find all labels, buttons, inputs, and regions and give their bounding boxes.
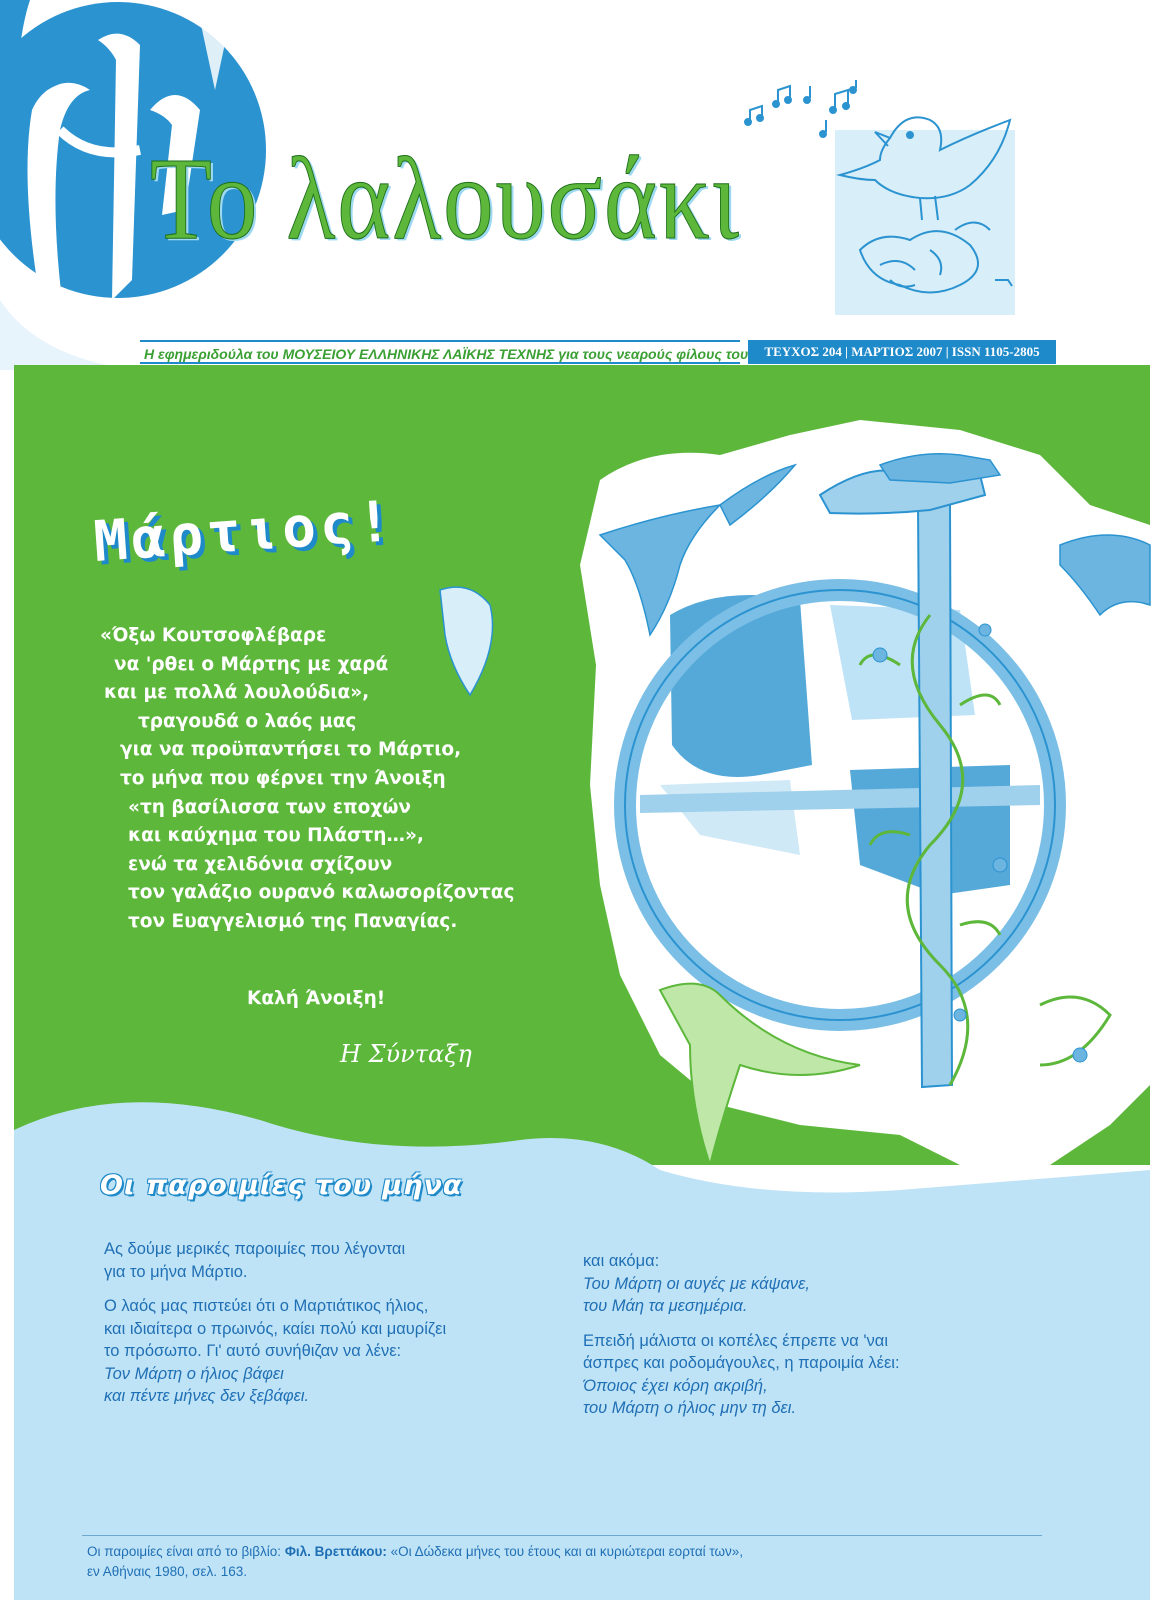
poem-line: το μήνα που φέρνει την Άνοιξη (120, 767, 446, 789)
source-author: Φιλ. Βρεττάκου: (284, 1544, 387, 1559)
poem-line: «Όξω Κουτσοφλέβαρε (100, 625, 327, 646)
poem-line: και καύχημα του Πλάστη…», (128, 825, 424, 847)
proverb-line: Όποιος έχει κόρη ακριβή, (583, 1376, 768, 1395)
poem-line: για να προϋπαντήσει το Μάρτιο, (120, 739, 462, 761)
source-prefix: Οι παροιμίες είναι από το βιβλίο: (87, 1544, 285, 1559)
proverbs-heading: Οι παροιμίες του μήνα (100, 1170, 463, 1201)
issue-info-badge: ΤΕΥΧΟΣ 204 | ΜΑΡΤΙΟΣ 2007 | ISSN 1105-2805 (748, 340, 1056, 364)
source-note (87, 1542, 1047, 1582)
poem-line: τραγουδά ο λαός μας (138, 710, 357, 732)
text-line: Ο λαός μας πιστεύει ότι ο Μαρτιάτικος ήλιος, (104, 1297, 429, 1315)
poem-line: τον Ευαγγελισμό της Παναγίας. (128, 910, 458, 932)
source-publication: εν Αθήναις 1980, σελ. 163. (87, 1564, 248, 1579)
source-title: «Οι Δώδεκα μήνες του έτους και αι κυριώτεραι εορταί των», (386, 1544, 744, 1559)
text-line: το πρόσωπο. Γι' αυτό συνήθιζαν να λένε: (104, 1342, 402, 1360)
text-line: και ακόμα: (583, 1252, 660, 1270)
signature: Η Σύνταξη (340, 1040, 472, 1068)
masthead (0, 0, 1172, 370)
poem-line: να 'ρθει ο Μάρτης με χαρά (114, 653, 389, 675)
proverbs-right-column (583, 1250, 1043, 1420)
proverb-line: Του Μάρτη οι αυγές με κάψανε, (583, 1274, 810, 1293)
proverb-line: και πέντε μήνες δεν ξεβάφει. (104, 1387, 310, 1405)
text-line: και ιδιαίτερα ο πρωινός, καίει πολύ και μαυρίζει (104, 1319, 447, 1338)
proverb-line: Τον Μάρτη ο ήλιος βάφει (104, 1364, 284, 1383)
singing-bird-illustration (740, 80, 1040, 320)
text-line: Ας δούμε μερικές παροιμίες που λέγονται (104, 1240, 406, 1258)
poem-line: και με πολλά λουλούδια», (104, 682, 370, 704)
poem-line: ενώ τα χελιδόνια σχίζουν (128, 853, 393, 875)
text-line: για το μήνα Μάρτιο. (104, 1262, 248, 1281)
proverb-line: του Μάρτη ο ήλιος μην τη δει. (583, 1399, 797, 1417)
text-line: άσπρες και ροδομάγουλες, η παροιμία λέει: (583, 1354, 900, 1372)
proverbs-left-column (104, 1238, 564, 1408)
intro-poem (100, 622, 530, 937)
footer-divider (82, 1535, 1042, 1536)
poem-line: «τη βασίλισσα των εποχών (128, 796, 412, 818)
masthead-subtitle: Η εφημεριδούλα του ΜΟΥΣΕΙΟΥ ΕΛΛΗΝΙΚΗΣ ΛΑΪΚΗΣ ΤΕΧΝΗΣ για τους νεαρούς φίλους του (140, 340, 740, 364)
poem-line: τον γαλάζιο ουρανό καλωσορίζοντας (128, 882, 515, 904)
intro-heading: Μάρτιος! (91, 489, 398, 575)
newsletter-title: Το λαλουσάκι (150, 133, 741, 264)
text-line: Επειδή μάλιστα οι κοπέλες έπρεπε να 'ναι (583, 1331, 888, 1350)
greeting: Καλή Άνοιξη! (247, 988, 386, 1009)
proverb-line: του Μάη τα μεσημέρια. (583, 1297, 748, 1315)
